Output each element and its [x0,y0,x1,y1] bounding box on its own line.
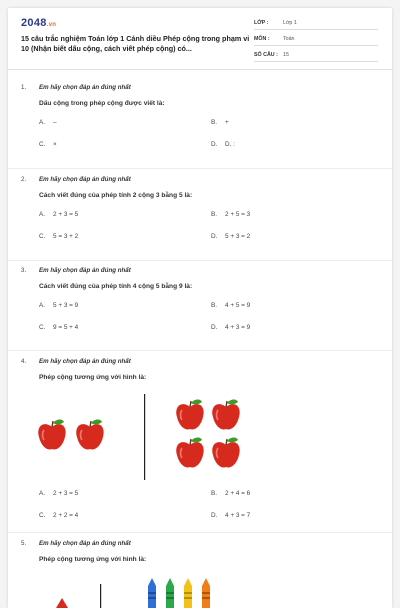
option-d[interactable]: D. 4 + 3 = 7 [211,512,251,519]
option-c[interactable]: C. 2 + 2 = 4 [39,512,79,519]
question-4 [21,356,381,381]
question-separator [8,260,392,261]
question-number: 1. [21,83,27,91]
option-d[interactable]: D. 5 + 3 = 2 [211,233,251,240]
crayon-icon [166,578,174,608]
option-b[interactable]: B. 2 + 4 = 6 [211,490,251,497]
site-logo[interactable]: 2048.vn [21,17,57,29]
figure-divider [144,394,145,480]
option-c[interactable]: C. × [39,141,57,148]
question-5 [21,538,381,563]
answer-options [39,207,381,247]
apple-icon [212,438,239,468]
question-separator [8,168,392,169]
meta-row-count: SỐ CÂU : 15 [254,48,378,62]
question-1 [21,82,381,155]
question-instruction: Em hãy chọn đáp án đúng nhất [39,266,131,274]
question-3 [21,265,381,338]
document-title: 15 câu trắc nghiệm Toán lớp 1 Cánh diều Phép cộng trong phạm vi 10 (Nhận biết dấu cộng, cách viết phép cộng) có... [21,34,250,53]
question-number: 2. [21,175,27,183]
question-text: Phép cộng tương ứng với hình là: [39,556,147,563]
meta-row-subject: MÔN : Toán [254,32,378,46]
question-number: 5. [21,539,27,547]
worksheet-page [8,8,392,608]
meta-info [254,16,378,64]
crayon-group [148,578,210,608]
option-b[interactable]: B. 2 + 5 = 3 [211,211,251,218]
option-a[interactable]: A. 2 + 3 = 5 [39,211,79,218]
crayon-icon [184,578,192,608]
option-a[interactable]: A. 2 + 3 = 5 [39,490,79,497]
apple-icon [176,438,203,468]
worksheet-header [8,8,392,70]
question-instruction: Em hãy chọn đáp án đúng nhất [39,175,131,183]
option-a[interactable]: A. – [39,119,57,126]
apple-icon [76,420,103,450]
apples-figure [36,394,256,480]
option-b[interactable]: B. 4 + 5 = 9 [211,302,251,309]
question-text: Cách viết đúng của phép tính 4 cộng 5 bằng 9 là: [39,283,193,290]
question-separator [8,532,392,533]
crayons-figure [36,574,256,608]
question-2 [21,174,381,247]
answer-options [39,298,381,338]
question-number: 3. [21,266,27,274]
question-instruction: Em hãy chọn đáp án đúng nhất [39,539,131,547]
option-c[interactable]: C. 9 = 5 + 4 [39,324,79,331]
question-4-options [21,486,381,526]
question-instruction: Em hãy chọn đáp án đúng nhất [39,83,131,91]
option-d[interactable]: D. D. : [211,141,235,148]
question-instruction: Em hãy chọn đáp án đúng nhất [39,357,131,365]
crayon-icon [202,578,210,608]
apple-icon [212,400,239,430]
right-apple-group [176,400,239,468]
question-text: Cách viết đúng của phép tính 2 cộng 3 bằng 5 là: [39,192,193,199]
question-text: Phép cộng tương ứng với hình là: [39,374,147,381]
apple-icon [176,400,203,430]
figure-divider [100,584,101,608]
option-c[interactable]: C. 5 = 3 + 2 [39,233,79,240]
option-d[interactable]: D. 4 + 3 = 9 [211,324,251,331]
answer-options [39,115,381,155]
crayon-icon [148,578,156,608]
meta-row-class: LỚP : Lớp 1 [254,16,378,30]
option-a[interactable]: A. 5 + 3 = 9 [39,302,79,309]
question-number: 4. [21,357,27,365]
question-separator [8,350,392,351]
option-b[interactable]: B. + [211,119,229,126]
apple-icon [38,420,65,450]
question-text: Dấu cộng trong phép cộng được viết là: [39,100,165,107]
left-apple-group [38,420,103,450]
answer-options [39,486,381,526]
